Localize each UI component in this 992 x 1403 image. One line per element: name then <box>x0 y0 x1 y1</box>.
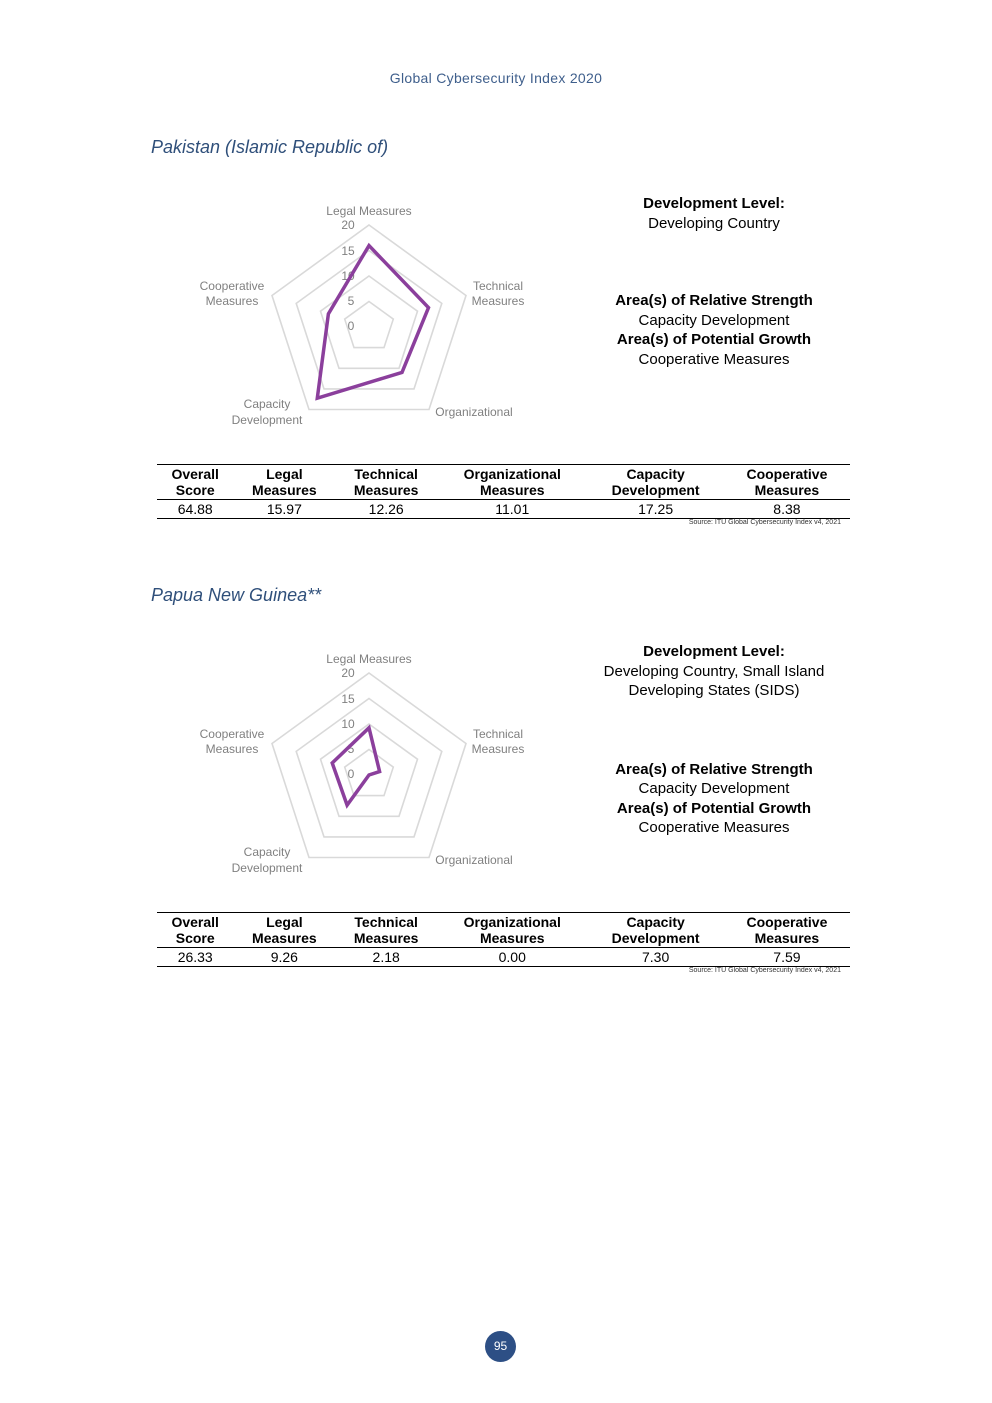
overall-score-value: 64.88 <box>157 500 233 519</box>
potential-growth-value: Cooperative Measures <box>638 819 790 836</box>
tick-label: 10 <box>341 717 355 731</box>
development-level-label: Development Level: <box>643 643 785 660</box>
capacity-value: 17.25 <box>587 500 723 519</box>
axis-label-cooperative: Measures <box>205 742 259 756</box>
development-level-value: Developing States (SIDS) <box>628 682 800 699</box>
capacity-value: 7.30 <box>587 948 723 967</box>
potential-growth-value: Cooperative Measures <box>638 350 790 368</box>
organizational-value: 0.00 <box>437 948 587 967</box>
tick-label: 5 <box>347 294 355 308</box>
development-level-label: Development Level: <box>643 195 785 212</box>
axis-label-legal: Legal Measures <box>326 204 412 218</box>
radar-chart-papua-new-guinea <box>180 644 550 904</box>
page-number: 95 <box>485 1331 516 1362</box>
technical-value: 12.26 <box>335 500 437 519</box>
axis-label-capacity: Development <box>231 861 303 875</box>
table-row <box>157 500 850 519</box>
axis-label-cooperative: Measures <box>205 294 259 308</box>
header-cooperative-measures: Cooperative Measures <box>724 913 850 948</box>
relative-strength-label: Area(s) of Relative Strength <box>615 292 813 309</box>
document-header: Global Cybersecurity Index 2020 <box>389 70 603 86</box>
axis-label-technical: Measures <box>471 742 525 756</box>
source-note: Source: ITU Global Cybersecurity Index v4, 2021 <box>688 519 841 526</box>
radar-chart-pakistan <box>180 196 550 456</box>
relative-strength-label: Area(s) of Relative Strength <box>615 760 813 778</box>
header-capacity-development: Capacity Development <box>587 465 723 500</box>
technical-value: 2.18 <box>335 948 437 967</box>
header-overall-score: Overall Score <box>157 465 233 500</box>
radar-series-line <box>317 246 428 399</box>
tick-label: 5 <box>347 742 355 756</box>
tick-label: 0 <box>347 767 355 781</box>
country-info-panel <box>578 642 850 838</box>
source-note: Source: ITU Global Cybersecurity Index v4, 2021 <box>688 967 841 974</box>
country-info-panel <box>578 194 850 369</box>
header-capacity-development: Capacity Development <box>587 913 723 948</box>
cooperative-value: 8.38 <box>724 500 850 519</box>
potential-growth-label: Area(s) of Potential Growth <box>616 799 812 817</box>
header-overall-score: Overall Score <box>157 913 233 948</box>
radar-grid <box>272 673 466 858</box>
organizational-value: 11.01 <box>437 500 587 519</box>
radar-grid-ring <box>321 276 418 368</box>
legal-value: 15.97 <box>233 500 335 519</box>
legal-value: 9.26 <box>233 948 335 967</box>
score-table <box>157 464 850 519</box>
country-title: Pakistan (Islamic Republic of) <box>151 137 389 157</box>
tick-label: 10 <box>341 269 355 283</box>
score-table <box>157 912 850 967</box>
axis-label-capacity: Capacity <box>243 845 291 859</box>
relative-strength-value: Capacity Development <box>638 780 790 797</box>
table-row <box>157 948 850 967</box>
axis-label-capacity: Development <box>231 413 303 427</box>
header-technical-measures: Technical Measures <box>335 913 437 948</box>
potential-growth-label: Area(s) of Potential Growth <box>616 331 812 348</box>
overall-score-value: 26.33 <box>157 948 233 967</box>
axis-label-technical: Technical <box>472 727 524 741</box>
axis-label-organizational: Organizational <box>435 405 513 419</box>
header-organizational-measures: Organizational Measures <box>437 913 587 948</box>
tick-label: 20 <box>341 666 355 680</box>
development-level-value: Developing Country <box>648 214 780 232</box>
tick-label: 15 <box>341 692 355 706</box>
header-organizational-measures: Organizational Measures <box>437 465 587 500</box>
header-cooperative-measures: Cooperative Measures <box>724 465 850 500</box>
axis-label-technical: Measures <box>471 294 525 308</box>
radar-series-line <box>332 728 379 805</box>
development-level-value: Developing Country, Small Island <box>603 662 825 680</box>
header-legal-measures: Legal Measures <box>233 913 335 948</box>
header-legal-measures: Legal Measures <box>233 465 335 500</box>
tick-label: 0 <box>347 319 355 333</box>
axis-label-cooperative: Cooperative <box>199 727 265 741</box>
axis-label-technical: Technical <box>472 279 524 293</box>
axis-label-legal: Legal Measures <box>326 652 412 666</box>
header-technical-measures: Technical Measures <box>335 465 437 500</box>
tick-label: 20 <box>341 218 355 232</box>
axis-label-capacity: Capacity <box>243 397 291 411</box>
relative-strength-value: Capacity Development <box>638 311 790 329</box>
cooperative-value: 7.59 <box>724 948 850 967</box>
tick-label: 15 <box>341 244 355 258</box>
country-title: Papua New Guinea** <box>151 585 322 605</box>
axis-label-cooperative: Cooperative <box>199 279 265 293</box>
axis-label-organizational: Organizational <box>435 853 513 867</box>
